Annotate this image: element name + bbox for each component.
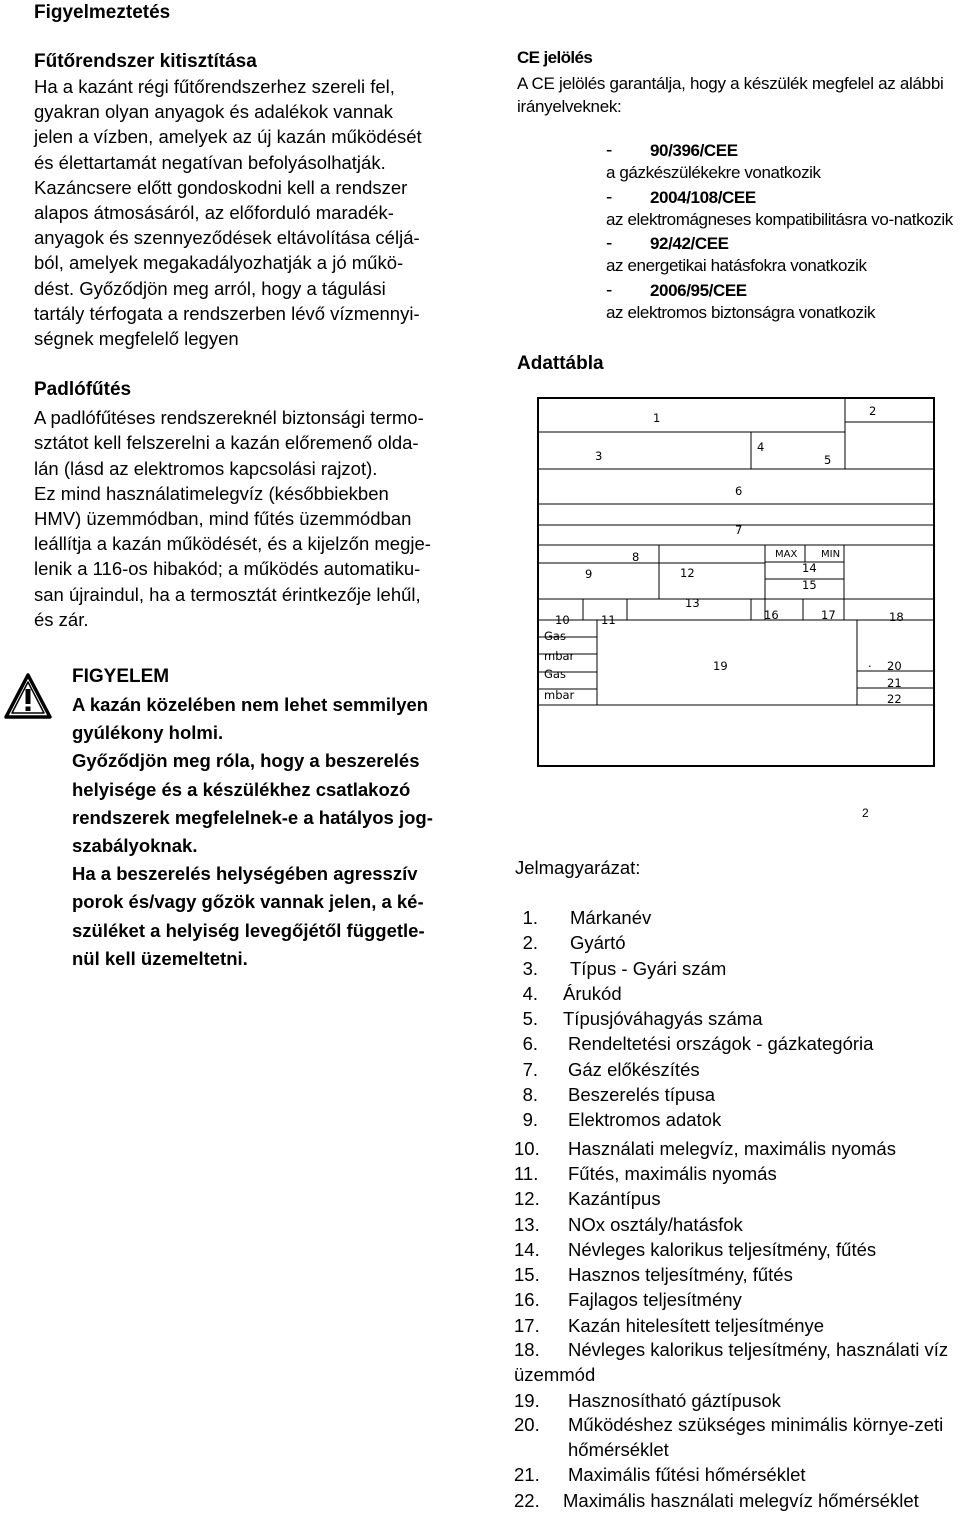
page-number: 2 bbox=[862, 806, 869, 820]
text-line: lenik a 116-os hibakód; a működés automatiku- bbox=[34, 558, 421, 580]
legend-item-number: 13. bbox=[514, 1213, 540, 1235]
field-number: 3 bbox=[595, 449, 603, 463]
field-number: 20 bbox=[887, 659, 902, 673]
legend-item bbox=[514, 981, 960, 1006]
legend-item bbox=[514, 1136, 960, 1161]
text-line: sztátot kell felszerelni a kazán előremenő olda- bbox=[34, 432, 419, 454]
text-line: HMV) üzemmódban, mind fűtés üzemmódban bbox=[34, 508, 412, 530]
legend-item-text: Kazán hitelesített teljesítménye bbox=[568, 1314, 825, 1336]
field-number: 9 bbox=[585, 567, 593, 581]
warning-line: porok és/vagy gőzök vannak jelen, a ké- bbox=[72, 891, 424, 913]
legend-item-number: 17. bbox=[514, 1314, 540, 1336]
legend-item bbox=[514, 1237, 960, 1262]
field-number: 13 bbox=[685, 596, 700, 610]
legend-item-number: 14. bbox=[514, 1238, 540, 1260]
field-number: 6 bbox=[735, 484, 743, 498]
directive-description: a gázkészülékekre vonatkozik bbox=[606, 163, 821, 182]
legend-item-number: 15. bbox=[514, 1264, 540, 1286]
legend-item bbox=[514, 1107, 960, 1132]
warning-line: rendszerek megfelelnek-e a hatályos jog- bbox=[72, 806, 433, 828]
field-number: 19 bbox=[713, 659, 728, 673]
legend-item-text: Hasznosítható gáztípusok bbox=[568, 1389, 781, 1411]
gas-label: Gas bbox=[544, 629, 566, 643]
ce-directive-list bbox=[606, 139, 960, 325]
legend-item bbox=[514, 1161, 960, 1186]
warning-line: Ha a beszerelés helységében agresszív bbox=[72, 863, 418, 885]
legend-item-text: Típus - Gyári szám bbox=[570, 957, 727, 979]
text-line: Kazáncsere előtt gondoskodni kell a rendszer bbox=[34, 176, 408, 198]
legend-item bbox=[514, 1262, 960, 1287]
legend-item-number: 8. bbox=[522, 1084, 538, 1106]
text-line: dést. Győződjön meg arról, hogy a tágulási bbox=[34, 277, 386, 299]
legend-item-text: Fajlagos teljesítmény bbox=[568, 1289, 742, 1311]
warning-line: szüléket a helyiség levegőjétől függetle- bbox=[72, 919, 425, 941]
section-title-floor-heating: Padlófűtés bbox=[34, 379, 132, 401]
legend-item-number: 18. bbox=[514, 1339, 540, 1361]
legend-item-number: 10. bbox=[514, 1137, 540, 1159]
dash-glyph: - bbox=[606, 140, 612, 161]
legend-item-number: 1. bbox=[522, 907, 538, 928]
legend-item-text: Hasznos teljesítmény, fűtés bbox=[568, 1264, 793, 1286]
legend-item-number: 5. bbox=[522, 1008, 538, 1030]
ce-marking-intro: A CE jelölés garantálja, hogy a készülék megfelel az alábbi irányelveknek: bbox=[517, 74, 944, 116]
text-line: Ez mind használatimelegvíz (későbbiekben bbox=[34, 482, 389, 504]
field-number: 8 bbox=[632, 550, 640, 564]
warning-line: A kazán közelében nem lehet semmilyen bbox=[72, 694, 429, 715]
section-body-system-flushing bbox=[34, 74, 482, 351]
legend-item-text-body: Névleges kalorikus teljesítmény, használati víz üzemmód bbox=[514, 1339, 949, 1385]
directive-description: az energetikai hatásfokra vonatkozik bbox=[606, 256, 867, 276]
text-line: lán (lásd az elektromos kapcsolási rajzot). bbox=[34, 457, 378, 479]
text-line: jelen a vízben, amelyek az új kazán működését bbox=[34, 126, 422, 148]
directive-code-text: 90/396/CEE bbox=[650, 141, 738, 160]
field-number: 21 bbox=[887, 676, 902, 690]
legend-item-text: Árukód bbox=[563, 982, 622, 1004]
directive-description: az elektromos biztonságra vonatkozik bbox=[606, 302, 876, 322]
legend-item-text: Maximális fűtési hőmérséklet bbox=[568, 1464, 806, 1486]
legend-item-number: 20. bbox=[514, 1413, 540, 1435]
field-number: 11 bbox=[601, 613, 616, 627]
left-column bbox=[34, 50, 482, 632]
page-header: Figyelmeztetés bbox=[34, 2, 171, 23]
legend-item-text: Gyártó bbox=[570, 932, 626, 954]
legend-item bbox=[514, 956, 960, 981]
legend-item bbox=[514, 1488, 960, 1513]
legend-title: Jelmagyarázat: bbox=[515, 857, 641, 878]
section-spacer bbox=[34, 351, 482, 378]
legend-item-text: NOx osztály/hatásfok bbox=[568, 1213, 743, 1235]
directive-code-text: 2006/95/CEE bbox=[650, 280, 747, 300]
legend-item-number: 22. bbox=[514, 1489, 540, 1511]
field-number: 15 bbox=[802, 578, 817, 592]
field-number: 4 bbox=[757, 440, 765, 454]
legend-item-text: Névleges kalorikus teljesítmény, fűtés bbox=[568, 1238, 877, 1260]
data-plate-title: Adattábla bbox=[517, 353, 604, 374]
field-number: 12 bbox=[680, 566, 695, 580]
legend-item bbox=[514, 1413, 960, 1463]
text-line: ségnek megfelelő legyen bbox=[34, 328, 239, 350]
section-title-system-flushing: Fűtőrendszer kitisztítása bbox=[34, 51, 257, 72]
directive-code bbox=[606, 139, 960, 162]
legend-item-text bbox=[514, 1338, 960, 1388]
field-number: 16 bbox=[764, 608, 779, 622]
legend-item-text: Elektromos adatok bbox=[568, 1109, 722, 1131]
legend-item-text: Típusjóváhagyás száma bbox=[563, 1008, 763, 1030]
legend-item-text: Működéshez szükséges minimális környe-zeti hőmérséklet bbox=[568, 1413, 944, 1460]
directive-code bbox=[606, 186, 960, 209]
field-number: 10 bbox=[555, 613, 570, 627]
dash-glyph: - bbox=[606, 233, 612, 255]
directive-description: az elektromágneses kompatibilitásra vo-natkozik bbox=[606, 209, 953, 229]
legend-item-number: 16. bbox=[514, 1289, 540, 1311]
field-number: 14 bbox=[802, 561, 817, 575]
text-line: ból, amelyek megakadályozhatják a jó műkö- bbox=[34, 252, 404, 274]
legend-item-text: Használati melegvíz, maximális nyomás bbox=[568, 1137, 896, 1159]
legend-item-number: 6. bbox=[522, 1033, 538, 1055]
warning-line: szabályoknak. bbox=[72, 835, 198, 857]
legend-item bbox=[514, 1186, 960, 1211]
warning-title: FIGYELEM bbox=[72, 666, 170, 687]
legend-item-text: Maximális használati melegvíz hőmérséklet bbox=[563, 1489, 919, 1511]
text-line: Ha a kazánt régi fűtőrendszerhez szereli fel, bbox=[34, 76, 395, 97]
legend-item bbox=[514, 1082, 960, 1107]
field-number: 2 bbox=[869, 404, 877, 418]
legend-item-number: 9. bbox=[522, 1109, 538, 1131]
legend-item-text: Márkanév bbox=[570, 907, 652, 928]
legend-list bbox=[514, 905, 960, 1513]
warning-line: gyúlékony holmi. bbox=[72, 722, 224, 744]
section-body-floor-heating bbox=[34, 405, 482, 632]
dot-mark: . bbox=[868, 656, 872, 670]
legend-item bbox=[514, 1006, 960, 1031]
plate-grid-lines bbox=[539, 399, 933, 705]
legend-item bbox=[514, 1338, 960, 1388]
warning-line: nül kell üzemeltetni. bbox=[72, 947, 248, 969]
legend-item-number: 21. bbox=[514, 1464, 540, 1486]
legend-item-text: Rendeltetési országok - gázkategória bbox=[568, 1033, 874, 1055]
legend-item-number: 12. bbox=[514, 1188, 540, 1210]
field-number: 18 bbox=[889, 610, 904, 624]
legend-item-text: Gáz előkészítés bbox=[568, 1058, 700, 1080]
text-line: leállítja a kazán működését, és a kijelzőn megje- bbox=[34, 533, 431, 555]
text-line: A padlófűtéses rendszereknél biztonsági termo- bbox=[34, 407, 424, 429]
legend-item-text: Kazántípus bbox=[568, 1188, 661, 1210]
min-label: MIN bbox=[821, 549, 841, 560]
legend-item-text: Fűtés, maximális nyomás bbox=[568, 1162, 777, 1184]
legend-item bbox=[514, 1057, 960, 1082]
legend-item bbox=[514, 1031, 960, 1056]
legend-item bbox=[514, 1212, 960, 1237]
legend-item-number: 7. bbox=[522, 1058, 538, 1080]
directive-code bbox=[606, 279, 960, 302]
directive-code-text: 2004/108/CEE bbox=[650, 187, 756, 207]
text-line: gyakran olyan anyagok és adalékok vannak bbox=[34, 101, 393, 123]
warning-block bbox=[72, 663, 472, 973]
ce-marking-title: CE jelölés bbox=[517, 48, 593, 67]
field-number: 17 bbox=[821, 608, 836, 622]
text-line: és élettartamát negatívan befolyásolhatják. bbox=[34, 151, 386, 173]
legend-item-text: Beszerelés típusa bbox=[568, 1084, 716, 1106]
warning-triangle-icon bbox=[4, 672, 52, 720]
text-line: anyagok és szennyeződések eltávolítása céljá- bbox=[34, 227, 420, 249]
field-number: 22 bbox=[887, 692, 902, 706]
legend-item bbox=[514, 930, 960, 955]
legend-item bbox=[514, 1388, 960, 1413]
field-number: 7 bbox=[735, 523, 743, 537]
text-line: alapos átmosásáról, az előforduló maradék- bbox=[34, 202, 394, 224]
legend-item bbox=[514, 1313, 960, 1338]
dash-glyph: - bbox=[606, 186, 612, 208]
text-line: san újraindul, ha a termosztát érintkezője lehűl, bbox=[34, 583, 421, 605]
field-number: 1 bbox=[653, 411, 661, 425]
mbar-label: mbar bbox=[544, 649, 575, 663]
legend-item-number: 4. bbox=[522, 982, 538, 1004]
legend-item bbox=[514, 905, 960, 930]
mbar-label: mbar bbox=[544, 688, 575, 702]
gas-label: Gas bbox=[544, 667, 566, 681]
dash-glyph: - bbox=[606, 279, 612, 301]
legend-item-number: 3. bbox=[522, 957, 538, 979]
legend-item-number: 2. bbox=[522, 932, 538, 954]
text-line: és zár. bbox=[34, 608, 89, 630]
data-plate-diagram bbox=[537, 397, 935, 767]
field-number: 5 bbox=[824, 453, 832, 467]
warning-line: helyisége és a készülékhez csatlakozó bbox=[72, 778, 411, 800]
legend-item-number: 11. bbox=[514, 1162, 539, 1184]
warning-line: Győződjön meg róla, hogy a beszerelés bbox=[72, 750, 420, 772]
directive-code bbox=[606, 232, 960, 255]
legend-item bbox=[514, 1287, 960, 1312]
legend-item bbox=[514, 1462, 960, 1487]
max-label: MAX bbox=[775, 549, 798, 560]
legend-item-number: 19. bbox=[514, 1389, 540, 1411]
text-line: tartály térfogata a rendszerben lévő vízmennyi- bbox=[34, 302, 420, 324]
directive-code-text: 92/42/CEE bbox=[650, 234, 729, 254]
